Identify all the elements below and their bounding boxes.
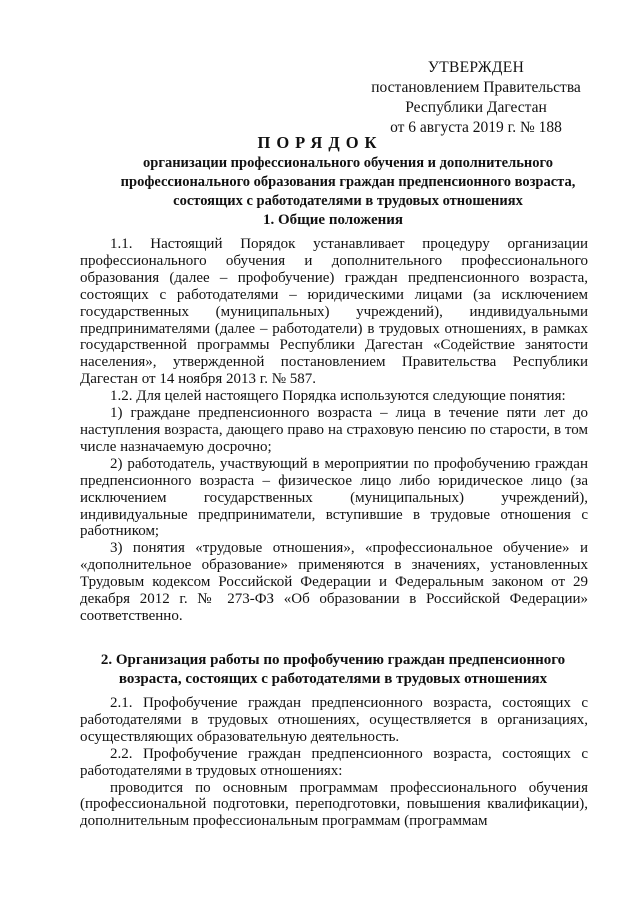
section-1-body: [80, 236, 588, 625]
approval-line-2: Республики Дагестан: [405, 99, 547, 116]
section-2-heading: 2. Организация работы по профобучению граждан предпенсионного возраста, состоящих с работодателями в трудовых отношениях: [100, 652, 566, 687]
paragraph: 1) граждане предпенсионного возраста – лица в течение пяти лет до наступления возраста, дающего право на страховую пенсию по старости, в том числе назначаемую досрочно;: [80, 405, 588, 455]
section-1-heading: 1. Общие положения: [262, 212, 404, 228]
section-2-body: [80, 695, 588, 830]
paragraph: проводится по основным программам профессионального обучения (профессиональной подготовки, переподготовки, повышения квалификации), дополнительным профессиональным программам (программам: [80, 779, 588, 830]
paragraph: 2.1. Профобучение граждан предпенсионного возраста, состоящих с работодателями в трудовых отношениях, осуществляется в организациях, осуществляющих образовательную деятельность.: [80, 695, 588, 745]
approval-heading: УТВЕРЖДЕН: [427, 59, 525, 76]
document-title: ПОРЯДОК: [257, 133, 383, 152]
paragraph: 2.2. Профобучение граждан предпенсионного возраста, состоящих с работодателями в трудовых отношениях:: [80, 745, 588, 779]
paragraph: 2) работодатель, участвующий в мероприятии по профобучению граждан предпенсионного возраста – физическое лицо либо юридическое лицо (за исключением государственных (муниципальных) учреждений), индивидуальные предприниматели, вступившие в трудовые отношения с работником;: [80, 455, 588, 540]
approval-line-1: постановлением Правительства: [371, 79, 581, 96]
paragraph: 1.2. Для целей настоящего Порядка используются следующие понятия:: [110, 388, 566, 405]
paragraph: 1.1. Настоящий Порядок устанавливает процедуру организации профессионального обучения и дополнительного профессионального образования (далее – профобучение) граждан предпенсионного возраста, состоящих с работодателями – юридическими лицами (за исключением государственных (муниципальных) учреждений), индивидуальными предпринимателями (далее – работодатели) в трудовых отношениях, в рамках государственной программы Республики Дагестан «Содействие занятости населения», утвержденной постановлением Правительства Республики Дагестан от 14 ноября 2013 г. № 587.: [80, 236, 588, 388]
paragraph: 3) понятия «трудовые отношения», «профессиональное обучение» и «дополнительное образование» применяются в значениях, установленных Трудовым кодексом Российской Федерации и Федеральным законом от 29 декабря 2012 г. № 273-ФЗ «Об образовании в Российской Федерации» соответственно.: [80, 540, 588, 624]
document-subtitle: организации профессионального обучения и дополнительного профессионального образования граждан предпенсионного возраста, состоящих с работодателями в трудовых отношениях: [120, 155, 576, 209]
approval-stamp: [360, 58, 592, 138]
approval-line-3: от 6 августа 2019 г. № 188: [390, 119, 562, 136]
